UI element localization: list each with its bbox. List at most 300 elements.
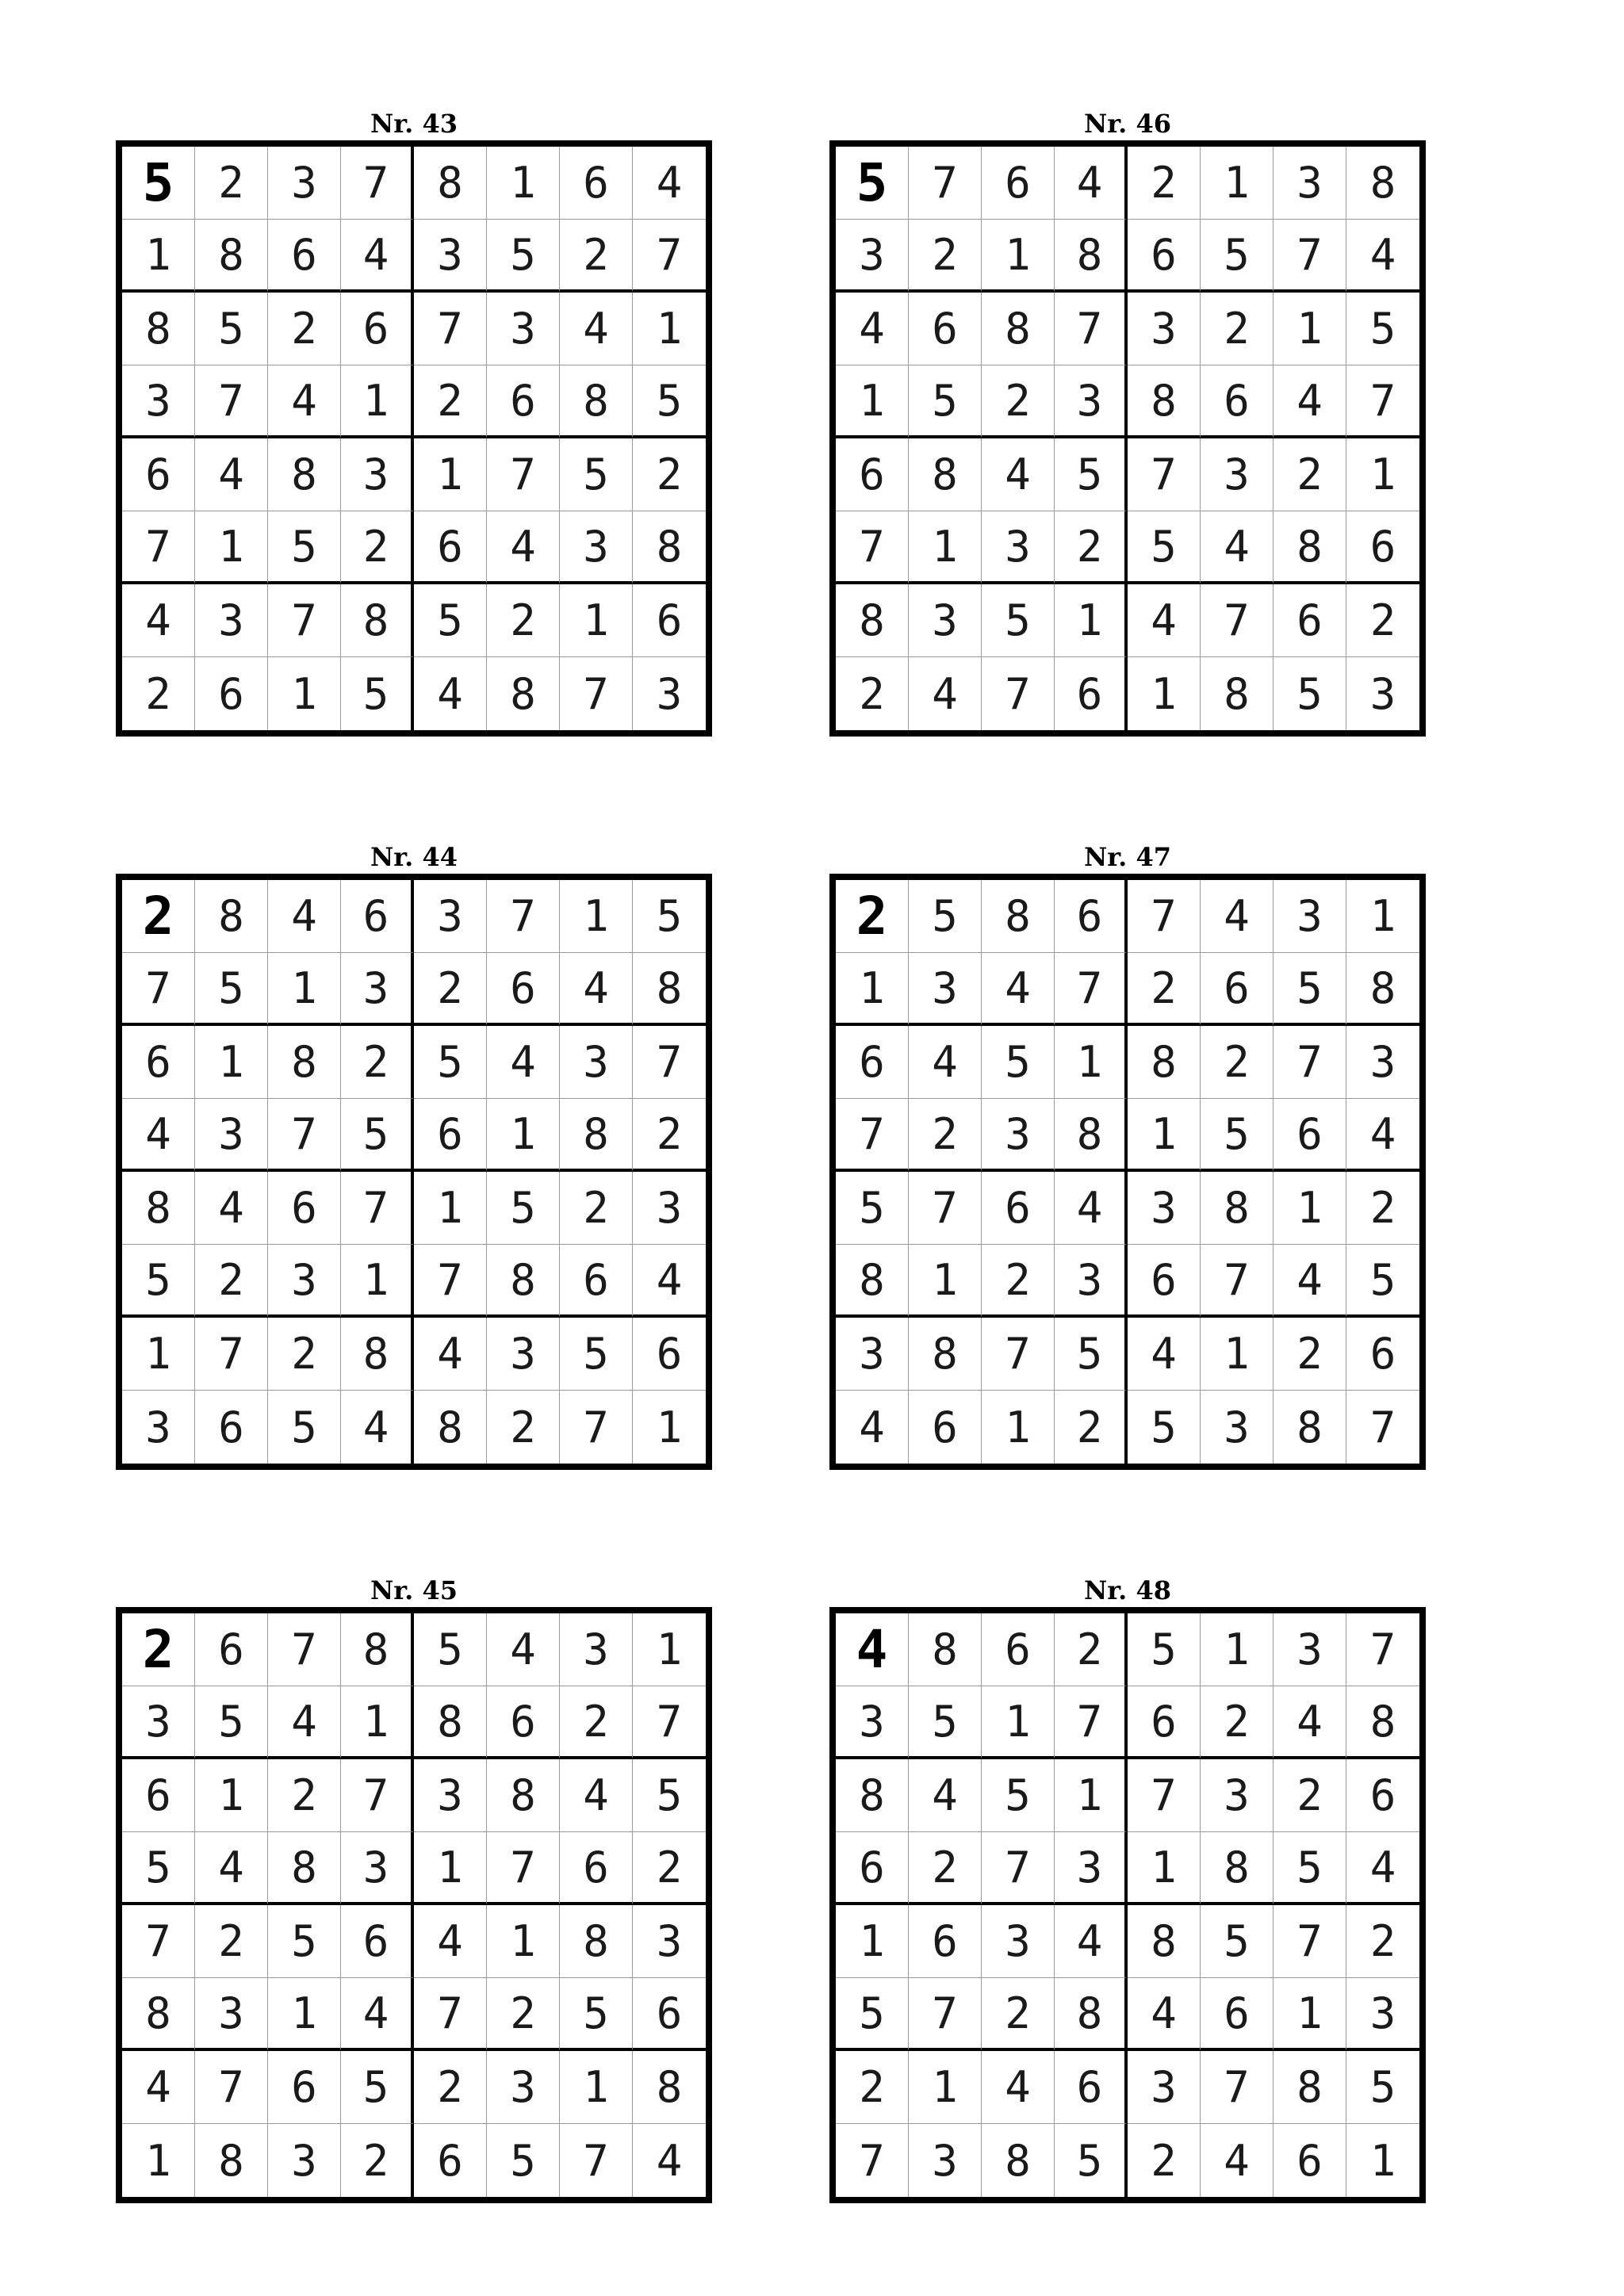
grid-cell: 3 <box>1201 438 1274 511</box>
grid-cell: 7 <box>560 1391 633 1464</box>
grid-cell: 8 <box>1346 1686 1419 1759</box>
grid-cell: 3 <box>122 1686 195 1759</box>
grid-cell: 4 <box>414 657 487 730</box>
grid-cell: 7 <box>1201 584 1274 657</box>
grid-cell: 8 <box>1055 220 1128 293</box>
grid-cell: 7 <box>1369 1402 1396 1452</box>
grid-cell: 8 <box>1128 1905 1201 1978</box>
grid-cell: 5 <box>909 365 982 438</box>
grid-cell: 3 <box>1128 293 1201 365</box>
grid-cell: 5 <box>909 880 982 953</box>
grid-cell: 1 <box>909 511 982 584</box>
grid-cell: 6 <box>909 1391 982 1464</box>
grid-cell: 4 <box>560 953 633 1026</box>
grid-cell: 3 <box>122 1391 195 1464</box>
grid-cell: 7 <box>122 511 195 584</box>
grid-cell: 7 <box>487 1832 560 1905</box>
grid-cell: 1 <box>633 293 706 365</box>
grid-cell: 1 <box>909 2051 982 2124</box>
grid-cell: 4 <box>836 1391 909 1464</box>
grid-cell: 8 <box>1346 147 1419 220</box>
grid-cell: 6 <box>1201 1978 1274 2051</box>
grid-cell: 4 <box>195 1172 268 1245</box>
grid-cell: 2 <box>487 1978 560 2051</box>
grid-cell: 2 <box>1346 1172 1419 1245</box>
grid-cell: 2 <box>268 1318 341 1391</box>
grid-cell: 1 <box>836 1905 909 1978</box>
puzzle-title: Nr. 45 <box>370 1575 458 1605</box>
grid-cell: 7 <box>268 1613 341 1686</box>
grid-cell: 2 <box>1201 1026 1274 1099</box>
grid-cell: 8 <box>195 880 268 953</box>
grid-cell: 7 <box>1128 880 1201 953</box>
sudoku-grid <box>116 874 712 1470</box>
grid-cell: 4 <box>633 147 706 220</box>
grid-cell: 5 <box>836 147 909 220</box>
puzzle-title: Nr. 47 <box>1084 842 1171 872</box>
grid-cell: 4 <box>414 1318 487 1391</box>
grid-cell: 2 <box>1055 511 1128 584</box>
grid-cell: 3 <box>560 511 633 584</box>
grid-cell: 5 <box>122 1245 195 1318</box>
grid-cell: 5 <box>341 657 414 730</box>
grid-cell: 8 <box>1201 1172 1274 1245</box>
grid-cell: 8 <box>414 1391 487 1464</box>
sudoku-grid <box>829 140 1426 737</box>
grid-cell: 1 <box>982 1686 1055 1759</box>
grid-cell: 7 <box>122 1905 195 1978</box>
grid-cell: 5 <box>633 1759 706 1832</box>
grid-cell: 2 <box>341 2124 414 2197</box>
grid-cell: 5 <box>195 293 268 365</box>
grid-cell: 6 <box>341 1905 414 1978</box>
grid-cell: 5 <box>1055 1318 1128 1391</box>
grid-cell: 1 <box>560 584 633 657</box>
grid-cell: 3 <box>1201 1759 1274 1832</box>
grid-cell: 8 <box>341 1613 414 1686</box>
grid-cell: 1 <box>487 147 560 220</box>
grid-cell: 4 <box>1346 220 1419 293</box>
grid-cell: 7 <box>268 584 341 657</box>
grid-cell: 6 <box>1128 220 1201 293</box>
grid-cell: 3 <box>341 438 414 511</box>
grid-cell: 8 <box>982 880 1055 953</box>
grid-cell: 1 <box>268 1978 341 2051</box>
grid-cell: 8 <box>487 1759 560 1832</box>
grid-cell: 2 <box>982 1245 1055 1318</box>
grid-cell: 3 <box>341 953 414 1026</box>
sudoku-puzzle <box>829 840 1426 1470</box>
grid-cell: 1 <box>1055 1026 1128 1099</box>
grid-cell: 3 <box>1055 1832 1128 1905</box>
grid-cell: 7 <box>341 1759 414 1832</box>
grid-cell: 8 <box>487 657 560 730</box>
grid-cell: 8 <box>1128 365 1201 438</box>
grid-cell: 6 <box>487 953 560 1026</box>
grid-cell: 6 <box>1346 1759 1419 1832</box>
grid-cell: 7 <box>487 880 560 953</box>
grid-cell: 5 <box>982 1759 1055 1832</box>
grid-cell: 7 <box>1128 1759 1201 1832</box>
grid-cell: 7 <box>268 1099 341 1172</box>
grid-cell: 1 <box>909 1245 982 1318</box>
grid-cell: 6 <box>1201 365 1274 438</box>
grid-cell: 6 <box>414 1099 487 1172</box>
grid-cell: 8 <box>560 365 633 438</box>
grid-cell: 1 <box>560 880 633 953</box>
grid-cell: 8 <box>982 293 1055 365</box>
grid-cell: 5 <box>1346 293 1419 365</box>
grid-cell: 2 <box>909 1099 982 1172</box>
grid-cell: 6 <box>414 511 487 584</box>
grid-cell: 4 <box>560 293 633 365</box>
grid-cell: 4 <box>341 220 414 293</box>
grid-cell: 7 <box>633 1026 706 1099</box>
grid-cell: 2 <box>195 1245 268 1318</box>
grid-cell: 5 <box>1128 511 1201 584</box>
grid-cell: 8 <box>982 2124 1055 2197</box>
grid-cell: 7 <box>1055 1686 1128 1759</box>
grid-cell: 6 <box>1274 584 1346 657</box>
grid-cell: 7 <box>909 1172 982 1245</box>
grid-cell: 4 <box>1346 1099 1419 1172</box>
grid-cell: 4 <box>1128 1978 1201 2051</box>
grid-cell: 5 <box>1055 2124 1128 2197</box>
grid-cell: 3 <box>487 2051 560 2124</box>
grid-cell: 3 <box>1274 1613 1346 1686</box>
grid-cell: 2 <box>1346 584 1419 657</box>
grid-cell: 2 <box>414 953 487 1026</box>
sudoku-puzzle <box>116 840 712 1470</box>
grid-cell: 5 <box>414 584 487 657</box>
grid-cell: 4 <box>341 1391 414 1464</box>
grid-cell: 3 <box>341 1832 414 1905</box>
grid-cell: 6 <box>195 1391 268 1464</box>
grid-cell: 3 <box>1128 2051 1201 2124</box>
grid-cell: 5 <box>1055 438 1128 511</box>
grid-cell: 2 <box>560 1172 633 1245</box>
sudoku-grid <box>829 1607 1426 2203</box>
grid-cell: 5 <box>414 1613 487 1686</box>
grid-cell: 2 <box>836 880 909 953</box>
grid-cell: 7 <box>1274 220 1346 293</box>
grid-cell: 5 <box>268 511 341 584</box>
grid-cell: 6 <box>341 293 414 365</box>
grid-cell: 5 <box>909 1686 982 1759</box>
grid-cell: 7 <box>836 511 909 584</box>
grid-cell: 6 <box>836 1832 909 1905</box>
grid-cell: 8 <box>909 438 982 511</box>
grid-cell: 4 <box>560 1759 633 1832</box>
grid-cell: 4 <box>1128 584 1201 657</box>
grid-cell: 2 <box>633 438 706 511</box>
grid-cell: 3 <box>982 511 1055 584</box>
grid-cell: 4 <box>909 657 982 730</box>
grid-cell: 3 <box>560 1026 633 1099</box>
grid-cell: 1 <box>1055 1759 1128 1832</box>
grid-cell: 8 <box>1055 1099 1128 1172</box>
grid-cell: 2 <box>414 2051 487 2124</box>
grid-cell: 6 <box>1055 880 1128 953</box>
grid-cell: 8 <box>487 1245 560 1318</box>
grid-cell: 2 <box>633 1832 706 1905</box>
sudoku-grid <box>116 140 712 737</box>
grid-cell: 1 <box>1346 438 1419 511</box>
grid-cell: 8 <box>560 1099 633 1172</box>
grid-cell: 4 <box>341 1978 414 2051</box>
grid-cell: 6 <box>195 1613 268 1686</box>
grid-cell: 3 <box>1201 1391 1274 1464</box>
grid-cell: 7 <box>122 953 195 1026</box>
grid-cell: 8 <box>1346 953 1419 1026</box>
grid-cell: 6 <box>268 1172 341 1245</box>
grid-cell: 3 <box>560 1613 633 1686</box>
grid-cell: 8 <box>836 584 909 657</box>
grid-cell: 7 <box>341 1172 414 1245</box>
grid-cell: 8 <box>633 953 706 1026</box>
grid-cell: 3 <box>909 2124 982 2197</box>
grid-cell: 3 <box>836 220 909 293</box>
grid-cell: 7 <box>1274 1026 1346 1099</box>
grid-cell: 8 <box>1274 2051 1346 2124</box>
grid-cell: 5 <box>982 1026 1055 1099</box>
grid-cell: 1 <box>122 220 195 293</box>
grid-cell: 6 <box>487 365 560 438</box>
grid-cell: 8 <box>268 1832 341 1905</box>
grid-cell: 4 <box>656 2135 683 2186</box>
grid-cell: 2 <box>268 293 341 365</box>
grid-cell: 6 <box>633 584 706 657</box>
grid-cell: 3 <box>909 953 982 1026</box>
grid-cell: 7 <box>836 2124 909 2197</box>
grid-cell: 6 <box>982 147 1055 220</box>
grid-cell: 4 <box>836 1613 909 1686</box>
grid-cell: 8 <box>836 1245 909 1318</box>
grid-cell: 2 <box>487 1391 560 1464</box>
grid-cell: 8 <box>1274 511 1346 584</box>
grid-cell: 3 <box>1346 1978 1419 2051</box>
grid-cell: 4 <box>1201 880 1274 953</box>
grid-cell: 1 <box>341 1686 414 1759</box>
grid-cell: 7 <box>633 220 706 293</box>
grid-cell: 3 <box>836 1318 909 1391</box>
grid-cell: 1 <box>122 2124 195 2197</box>
grid-cell: 6 <box>633 1978 706 2051</box>
grid-cell: 3 <box>633 1172 706 1245</box>
grid-cell: 2 <box>1128 2124 1201 2197</box>
grid-cell: 5 <box>982 584 1055 657</box>
grid-cell: 2 <box>560 220 633 293</box>
grid-cell: 3 <box>414 880 487 953</box>
sudoku-puzzle <box>829 1574 1426 2203</box>
grid-cell: 2 <box>560 1686 633 1759</box>
grid-cell: 5 <box>268 1391 341 1464</box>
grid-cell: 5 <box>1201 1905 1274 1978</box>
grid-cell: 5 <box>1346 1245 1419 1318</box>
grid-cell: 2 <box>1346 1905 1419 1978</box>
grid-cell: 2 <box>1274 1318 1346 1391</box>
grid-cell: 2 <box>982 1978 1055 2051</box>
grid-cell: 3 <box>1274 880 1346 953</box>
grid-cell: 4 <box>982 2051 1055 2124</box>
grid-cell: 7 <box>836 1099 909 1172</box>
grid-cell: 5 <box>1274 657 1346 730</box>
grid-cell: 7 <box>414 1978 487 2051</box>
grid-cell: 1 <box>122 1318 195 1391</box>
puzzle-title: Nr. 48 <box>1084 1575 1171 1605</box>
grid-cell: 1 <box>1055 584 1128 657</box>
grid-cell: 6 <box>1274 2124 1346 2197</box>
grid-cell: 4 <box>1201 511 1274 584</box>
grid-cell: 2 <box>1274 438 1346 511</box>
grid-cell: 2 <box>341 1026 414 1099</box>
grid-cell: 5 <box>633 880 706 953</box>
grid-cell: 8 <box>414 147 487 220</box>
grid-cell: 4 <box>982 438 1055 511</box>
grid-cell: 1 <box>195 1759 268 1832</box>
grid-cell: 2 <box>1201 293 1274 365</box>
grid-cell: 3 <box>487 293 560 365</box>
grid-cell: 4 <box>909 1759 982 1832</box>
sudoku-puzzle <box>116 1574 712 2203</box>
grid-cell: 2 <box>909 1832 982 1905</box>
grid-cell: 2 <box>982 365 1055 438</box>
grid-cell: 3 <box>982 1099 1055 1172</box>
grid-cell: 4 <box>1274 365 1346 438</box>
grid-cell: 7 <box>560 657 633 730</box>
grid-cell: 7 <box>633 1686 706 1759</box>
grid-cell: 1 <box>1128 1099 1201 1172</box>
grid-cell: 3 <box>836 1686 909 1759</box>
grid-cell: 5 <box>1201 1099 1274 1172</box>
grid-cell: 3 <box>909 584 982 657</box>
grid-cell: 5 <box>268 1905 341 1978</box>
grid-cell: 4 <box>1055 147 1128 220</box>
grid-cell: 1 <box>1128 1832 1201 1905</box>
grid-cell: 2 <box>195 1905 268 1978</box>
puzzle-title: Nr. 46 <box>1084 109 1171 139</box>
grid-cell: 1 <box>1201 1318 1274 1391</box>
grid-cell: 1 <box>1369 2135 1396 2186</box>
grid-cell: 2 <box>122 657 195 730</box>
grid-cell: 6 <box>122 1026 195 1099</box>
grid-cell: 1 <box>560 2051 633 2124</box>
grid-cell: 8 <box>195 220 268 293</box>
grid-cell: 7 <box>909 147 982 220</box>
grid-cell: 1 <box>1274 293 1346 365</box>
grid-cell: 5 <box>341 1099 414 1172</box>
grid-cell: 7 <box>1346 1613 1419 1686</box>
grid-cell: 2 <box>122 1613 195 1686</box>
grid-cell: 8 <box>909 1613 982 1686</box>
grid-cell: 4 <box>836 293 909 365</box>
grid-cell: 1 <box>268 657 341 730</box>
grid-cell: 5 <box>560 438 633 511</box>
grid-cell: 4 <box>487 511 560 584</box>
grid-cell: 1 <box>1274 1172 1346 1245</box>
grid-cell: 5 <box>487 2124 560 2197</box>
grid-cell: 2 <box>414 365 487 438</box>
grid-cell: 8 <box>560 1905 633 1978</box>
grid-cell: 1 <box>1346 880 1419 953</box>
grid-cell: 5 <box>1274 1832 1346 1905</box>
grid-cell: 2 <box>195 147 268 220</box>
grid-cell: 5 <box>487 1172 560 1245</box>
grid-cell: 3 <box>268 2124 341 2197</box>
grid-cell: 7 <box>195 2051 268 2124</box>
grid-cell: 7 <box>1128 438 1201 511</box>
grid-cell: 3 <box>487 1318 560 1391</box>
grid-cell: 2 <box>1274 1759 1346 1832</box>
grid-cell: 6 <box>268 220 341 293</box>
grid-cell: 3 <box>195 1978 268 2051</box>
grid-cell: 4 <box>414 1905 487 1978</box>
grid-cell: 4 <box>1274 1245 1346 1318</box>
grid-cell: 1 <box>341 1245 414 1318</box>
grid-cell: 5 <box>1201 220 1274 293</box>
grid-cell: 8 <box>341 1318 414 1391</box>
grid-cell: 7 <box>414 293 487 365</box>
grid-cell: 1 <box>414 1172 487 1245</box>
grid-cell: 2 <box>1128 953 1201 1026</box>
grid-cell: 2 <box>1201 1686 1274 1759</box>
grid-cell: 2 <box>836 657 909 730</box>
grid-cell: 7 <box>341 147 414 220</box>
grid-cell: 7 <box>195 1318 268 1391</box>
grid-cell: 4 <box>122 1099 195 1172</box>
grid-cell: 3 <box>195 584 268 657</box>
grid-cell: 8 <box>633 511 706 584</box>
grid-cell: 2 <box>268 1759 341 1832</box>
grid-cell: 5 <box>1346 2051 1419 2124</box>
grid-cell: 6 <box>414 2124 487 2197</box>
grid-cell: 6 <box>909 293 982 365</box>
grid-cell: 6 <box>487 1686 560 1759</box>
grid-cell: 4 <box>1055 1172 1128 1245</box>
grid-cell: 7 <box>1346 365 1419 438</box>
grid-cell: 5 <box>1274 953 1346 1026</box>
grid-cell: 8 <box>414 1686 487 1759</box>
grid-cell: 5 <box>1128 1613 1201 1686</box>
grid-cell: 5 <box>560 1978 633 2051</box>
sudoku-grid <box>116 1607 712 2203</box>
grid-cell: 8 <box>1128 1026 1201 1099</box>
grid-cell: 6 <box>836 438 909 511</box>
grid-cell: 8 <box>836 1759 909 1832</box>
grid-cell: 6 <box>122 438 195 511</box>
grid-cell: 5 <box>836 1172 909 1245</box>
grid-cell: 8 <box>1201 657 1274 730</box>
grid-cell: 8 <box>268 1026 341 1099</box>
grid-cell: 3 <box>656 668 683 719</box>
grid-cell: 6 <box>909 1905 982 1978</box>
grid-cell: 1 <box>487 1099 560 1172</box>
grid-cell: 5 <box>195 953 268 1026</box>
grid-cell: 2 <box>909 220 982 293</box>
grid-cell: 1 <box>982 1391 1055 1464</box>
grid-cell: 5 <box>414 1026 487 1099</box>
grid-cell: 8 <box>633 2051 706 2124</box>
grid-cell: 5 <box>122 147 195 220</box>
grid-cell: 4 <box>487 1613 560 1686</box>
grid-cell: 8 <box>909 1318 982 1391</box>
grid-cell: 5 <box>560 1318 633 1391</box>
grid-cell: 6 <box>633 1318 706 1391</box>
grid-cell: 3 <box>268 1245 341 1318</box>
grid-cell: 8 <box>122 293 195 365</box>
grid-cell: 1 <box>1274 1978 1346 2051</box>
grid-cell: 6 <box>1128 1245 1201 1318</box>
